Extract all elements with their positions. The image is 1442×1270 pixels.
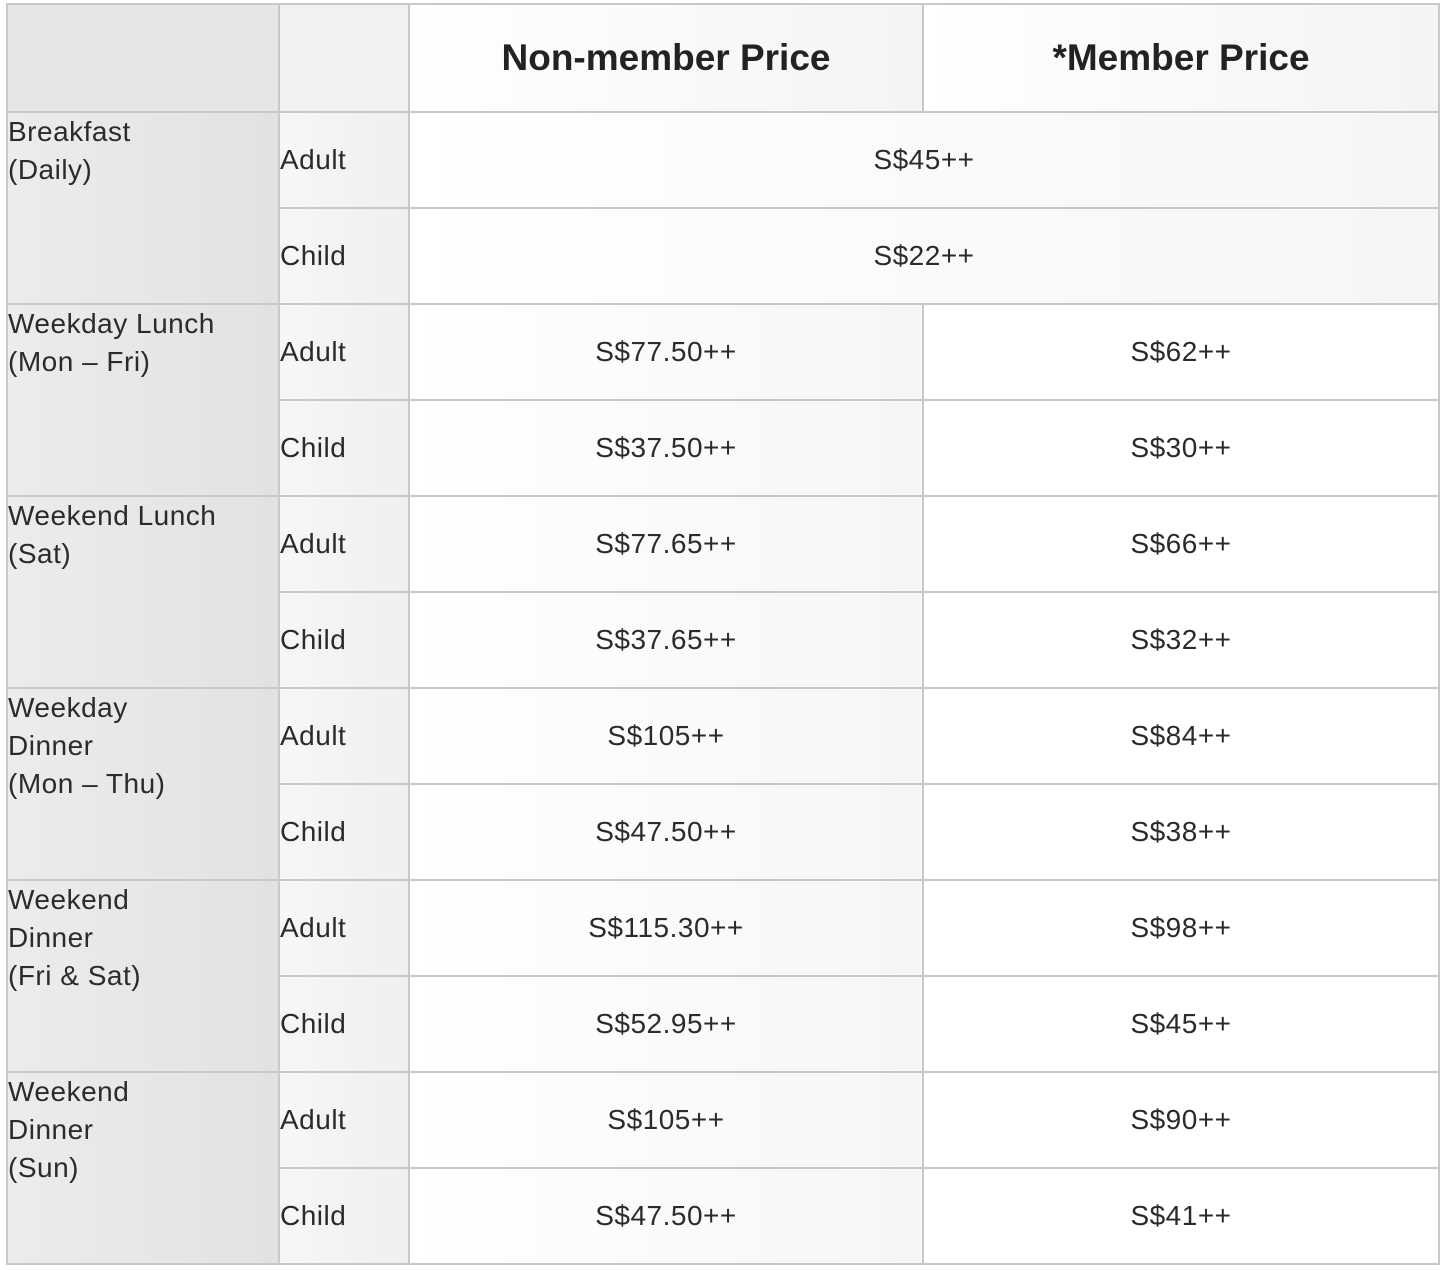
meal-period-label: Weekend [8, 884, 130, 915]
meal-period-label: Weekend Lunch [8, 500, 217, 531]
meal-period-cell [7, 880, 279, 1072]
member-price-value: S$32++ [923, 592, 1439, 688]
guest-type-label: Child [279, 400, 409, 496]
guest-type-label: Adult [279, 688, 409, 784]
member-price-value: S$45++ [923, 976, 1439, 1072]
non-member-price-value: S$105++ [409, 1072, 923, 1168]
meal-period-label: Dinner [8, 1114, 94, 1145]
meal-period-label: (Fri & Sat) [8, 960, 142, 991]
table-body [7, 112, 1439, 1264]
guest-type-label: Child [279, 976, 409, 1072]
non-member-price-value: S$47.50++ [409, 784, 923, 880]
shared-price-value: S$45++ [409, 112, 1439, 208]
meal-period-label: Weekday [8, 692, 128, 723]
table-row [7, 688, 1439, 784]
guest-type-label: Adult [279, 112, 409, 208]
guest-type-label: Child [279, 208, 409, 304]
meal-period-label: (Sun) [8, 1152, 79, 1183]
non-member-price-value: S$115.30++ [409, 880, 923, 976]
meal-period-cell [7, 688, 279, 880]
non-member-price-value: S$37.65++ [409, 592, 923, 688]
shared-price-value: S$22++ [409, 208, 1439, 304]
header-blank-type [279, 4, 409, 112]
guest-type-label: Adult [279, 496, 409, 592]
guest-type-label: Adult [279, 1072, 409, 1168]
guest-type-label: Adult [279, 304, 409, 400]
meal-period-label: (Mon – Fri) [8, 346, 151, 377]
header-member-price: *Member Price [923, 4, 1439, 112]
meal-period-label: (Mon – Thu) [8, 768, 166, 799]
non-member-price-value: S$52.95++ [409, 976, 923, 1072]
member-price-value: S$38++ [923, 784, 1439, 880]
meal-period-label: (Daily) [8, 154, 93, 185]
member-price-value: S$41++ [923, 1168, 1439, 1264]
meal-period-label: (Sat) [8, 538, 72, 569]
guest-type-label: Child [279, 784, 409, 880]
member-price-value: S$62++ [923, 304, 1439, 400]
table-row [7, 112, 1439, 208]
table-row [7, 880, 1439, 976]
table-row [7, 304, 1439, 400]
member-price-value: S$98++ [923, 880, 1439, 976]
non-member-price-value: S$47.50++ [409, 1168, 923, 1264]
meal-period-cell [7, 304, 279, 496]
non-member-price-value: S$37.50++ [409, 400, 923, 496]
non-member-price-value: S$105++ [409, 688, 923, 784]
header-blank-meal [7, 4, 279, 112]
member-price-value: S$90++ [923, 1072, 1439, 1168]
meal-period-label: Breakfast [8, 116, 131, 147]
non-member-price-value: S$77.50++ [409, 304, 923, 400]
header-row [7, 4, 1439, 112]
non-member-price-value: S$77.65++ [409, 496, 923, 592]
member-price-value: S$30++ [923, 400, 1439, 496]
meal-period-cell [7, 1072, 279, 1264]
guest-type-label: Child [279, 592, 409, 688]
meal-period-label: Dinner [8, 922, 94, 953]
guest-type-label: Child [279, 1168, 409, 1264]
meal-period-label: Weekend [8, 1076, 130, 1107]
table-row [7, 1072, 1439, 1168]
meal-period-cell [7, 496, 279, 688]
guest-type-label: Adult [279, 880, 409, 976]
header-non-member-price: Non-member Price [409, 4, 923, 112]
meal-period-cell [7, 112, 279, 304]
meal-period-label: Weekday Lunch [8, 308, 215, 339]
member-price-value: S$66++ [923, 496, 1439, 592]
table-header [7, 4, 1439, 112]
price-table [6, 3, 1440, 1265]
table-row [7, 496, 1439, 592]
member-price-value: S$84++ [923, 688, 1439, 784]
meal-period-label: Dinner [8, 730, 94, 761]
